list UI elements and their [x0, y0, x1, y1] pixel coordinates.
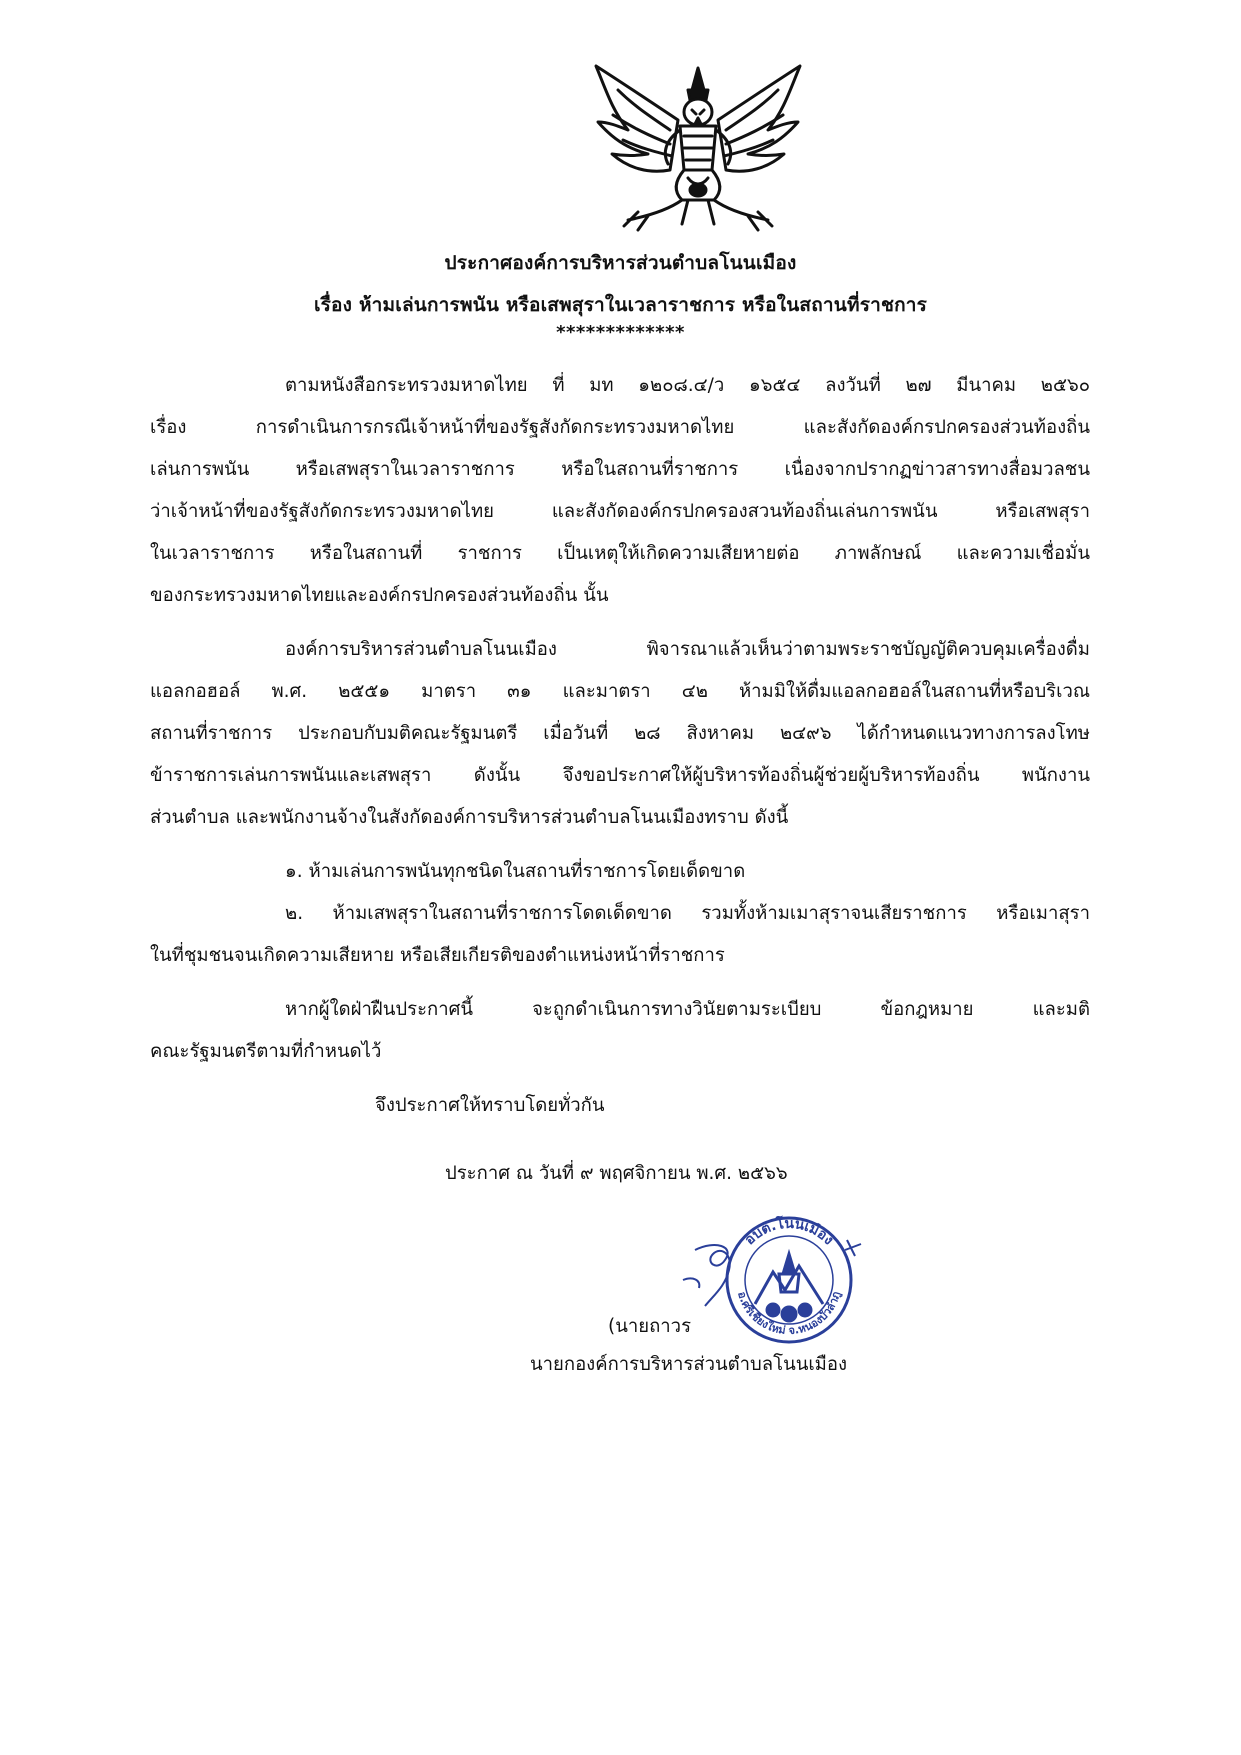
- signer-name: (นายถาวร: [608, 1316, 692, 1337]
- para2-line: แอลกอฮอล์ พ.ศ. ๒๕๕๑ มาตรา ๓๑ และมาตรา ๔๒ ห้ามมิให้ดื่มแอลกอฮอล์ในสถานที่หรือบริเวณ: [150, 681, 1090, 702]
- rule-item-1: ๑. ห้ามเล่นการพนันทุกชนิดในสถานที่ราชการโดยเด็ดขาด: [285, 861, 746, 882]
- para1-line: เล่นการพนัน หรือเสพสุราในเวลาราชการ หรือในสถานที่ราชการ เนื่องจากปรากฏข่าวสารทางสื่อมวลชน: [150, 459, 1090, 480]
- official-stamp: [675, 1210, 875, 1345]
- para2-line: ข้าราชการเล่นการพนันและเสพสุรา ดังนั้น จึงขอประกาศให้ผู้บริหารท้องถิ่นผู้ช่วยผู้บริหารท้องถิ่น พนักงาน: [150, 765, 1090, 786]
- svg-text:อบต.โนนเมือง: [742, 1214, 837, 1248]
- para3-line: หากผู้ใดฝ่าฝืนประกาศนี้ จะถูกดำเนินการทางวินัยตามระเบียบ ข้อกฎหมาย และมติ: [285, 999, 1090, 1020]
- rule-item-2-cont: ในที่ชุมชนจนเกิดความเสียหาย หรือเสียเกียรติของตำแหน่งหน้าที่ราชการ: [150, 945, 725, 966]
- para1-line: ในเวลาราชการ หรือในสถานที่ ราชการ เป็นเหตุให้เกิดความเสียหายต่อ ภาพลักษณ์ และความเชื่อมั่น: [150, 543, 1090, 564]
- stamp-bottom-text: อ.ศรีเชียงใหม่ จ.หนองบัวลำภู: [735, 1290, 843, 1338]
- title-separator: *************: [556, 322, 685, 343]
- stamp-top-text: อบต.โนนเมือง: [741, 1215, 837, 1249]
- para3-line: คณะรัฐมนตรีตามที่กำหนดไว้: [150, 1041, 382, 1062]
- garuda-emblem: [578, 60, 818, 235]
- para1-line: ตามหนังสือกระทรวงมหาดไทย ที่ มท ๑๒๐๘.๔/ว ๑๖๕๔ ลงวันที่ ๒๗ มีนาคม ๒๕๖๐: [285, 375, 1090, 396]
- announcement-date: ประกาศ ณ วันที่ ๙ พฤศจิกายน พ.ศ. ๒๕๖๖: [445, 1163, 788, 1184]
- closing-text: จึงประกาศให้ทราบโดยทั่วกัน: [375, 1095, 605, 1116]
- para2-line: องค์การบริหารส่วนตำบลโนนเมือง พิจารณาแล้วเห็นว่าตามพระราชบัญญัติควบคุมเครื่องดื่ม: [285, 639, 1090, 660]
- rule-item-2: ๒. ห้ามเสพสุราในสถานที่ราชการโดดเด็ดขาด รวมทั้งห้ามเมาสุราจนเสียราชการ หรือเมาสุรา: [285, 903, 1090, 924]
- announcement-title: ประกาศองค์การบริหารส่วนตำบลโนนเมือง: [444, 252, 797, 274]
- announcement-subject: เรื่อง ห้ามเล่นการพนัน หรือเสพสุราในเวลาราชการ หรือในสถานที่ราชการ: [313, 294, 928, 316]
- signer-position: นายกองค์การบริหารส่วนตำบลโนนเมือง: [530, 1354, 848, 1375]
- para2-line: ส่วนตำบล และพนักงานจ้างในสังกัดองค์การบริหารส่วนตำบลโนนเมืองทราบ ดังนี้: [150, 807, 789, 828]
- para1-line: ของกระทรวงมหาดไทยและองค์กรปกครองส่วนท้องถิ่น นั้น: [150, 585, 609, 606]
- para1-line: ว่าเจ้าหน้าที่ของรัฐสังกัดกระทรวงมหาดไทย และสังกัดองค์กรปกครองสวนท้องถิ่นเล่นการพนัน หรือเสพสุรา: [150, 501, 1090, 522]
- para2-line: สถานที่ราชการ ประกอบกับมติคณะรัฐมนตรี เมื่อวันที่ ๒๘ สิงหาคม ๒๔๙๖ ได้กำหนดแนวทางการลงโทษ: [150, 723, 1090, 744]
- para1-line: เรื่อง การดำเนินการกรณีเจ้าหน้าที่ของรัฐสังกัดกระทรวงมหาดไทย และสังกัดองค์กรปกครองส่วนท้องถิ่น: [150, 417, 1090, 438]
